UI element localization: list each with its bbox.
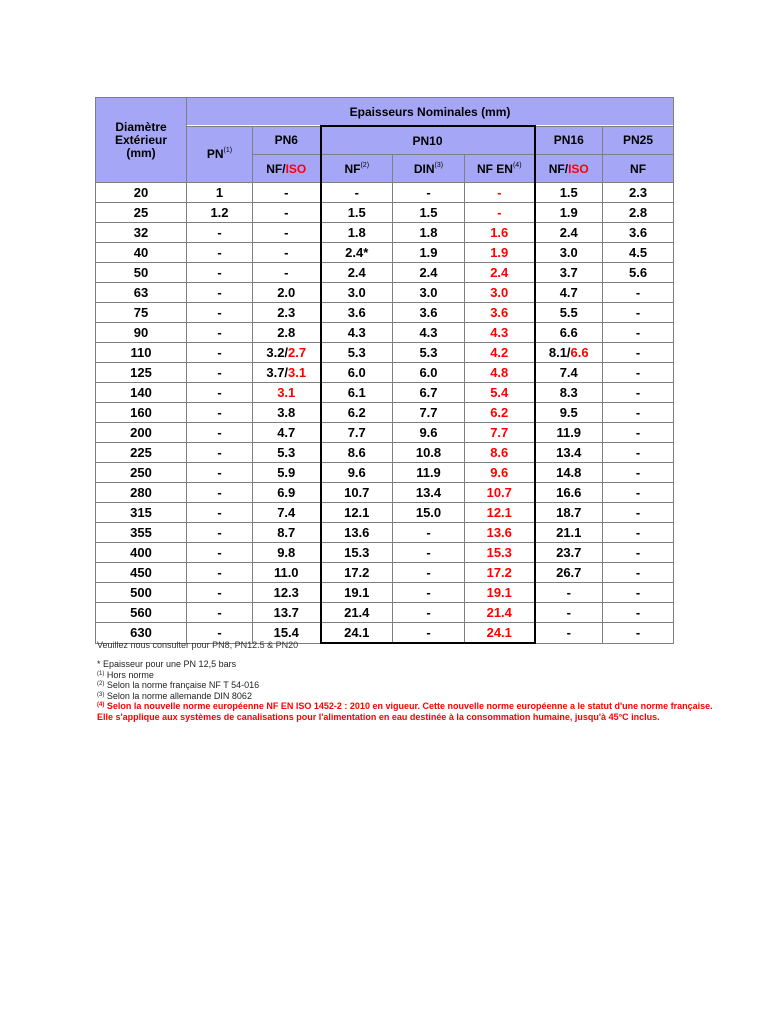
cell-pn: - xyxy=(187,443,253,463)
cell-pn: - xyxy=(187,503,253,523)
cell-pn16: 3.7 xyxy=(535,263,603,283)
cell-pn16: - xyxy=(535,603,603,623)
cell-pn6: 8.7 xyxy=(253,523,321,543)
cell-diametre: 63 xyxy=(96,283,187,303)
cell-pn16: 23.7 xyxy=(535,543,603,563)
cell-nf-en: 10.7 xyxy=(465,483,535,503)
cell-din: 2.4 xyxy=(393,263,465,283)
cell-diametre: 250 xyxy=(96,463,187,483)
cell-nf: 9.6 xyxy=(321,463,393,483)
cell-pn6: 2.0 xyxy=(253,283,321,303)
table-row xyxy=(96,383,674,403)
cell-nf-en: 3.6 xyxy=(465,303,535,323)
cell-nf-en: 9.6 xyxy=(465,463,535,483)
cell-pn16: 18.7 xyxy=(535,503,603,523)
cell-diametre: 560 xyxy=(96,603,187,623)
table-row xyxy=(96,343,674,363)
table-row xyxy=(96,363,674,383)
cell-din: 6.0 xyxy=(393,363,465,383)
cell-pn6: 2.8 xyxy=(253,323,321,343)
cell-pn: - xyxy=(187,303,253,323)
cell-nf-en: 4.3 xyxy=(465,323,535,343)
cell-din: 1.8 xyxy=(393,223,465,243)
cell-pn6: 11.0 xyxy=(253,563,321,583)
cell-pn16: 9.5 xyxy=(535,403,603,423)
cell-din: 1.9 xyxy=(393,243,465,263)
cell-nf-en: 1.9 xyxy=(465,243,535,263)
cell-nf-en: 19.1 xyxy=(465,583,535,603)
cell-diametre: 25 xyxy=(96,203,187,223)
header-din: DIN$^{(3)}$ xyxy=(393,155,465,183)
cell-diametre: 315 xyxy=(96,503,187,523)
cell-din: 13.4 xyxy=(393,483,465,503)
table-row xyxy=(96,203,674,223)
cell-nf-en: 24.1 xyxy=(465,623,535,644)
header-pn6-norm: NF/ISO xyxy=(253,155,321,183)
cell-pn: - xyxy=(187,363,253,383)
cell-pn25: 3.6 xyxy=(603,223,674,243)
cell-diametre: 280 xyxy=(96,483,187,503)
cell-pn: - xyxy=(187,263,253,283)
cell-diametre: 125 xyxy=(96,363,187,383)
cell-din: 10.8 xyxy=(393,443,465,463)
cell-din: 4.3 xyxy=(393,323,465,343)
cell-pn25: - xyxy=(603,563,674,583)
cell-nf-en: 13.6 xyxy=(465,523,535,543)
table-row xyxy=(96,603,674,623)
cell-diametre: 20 xyxy=(96,183,187,203)
cell-pn16: 1.9 xyxy=(535,203,603,223)
cell-pn25: 2.8 xyxy=(603,203,674,223)
cell-pn: - xyxy=(187,243,253,263)
cell-pn6: 4.7 xyxy=(253,423,321,443)
footnote-4: $^{(4)}$ Selon la nouvelle norme européenne NF EN ISO 1452-2 : 2010 en vigueur. Cette nouvelle norme européenne a le statut d'une norme française. Elle s'applique aux systèmes de canalisations pour l'alimentation en eau destinée à la consommation humaine, jusqu'à 45°C inclus. xyxy=(97,701,713,722)
cell-nf-en: 8.6 xyxy=(465,443,535,463)
footnote-2: $^{(2)}$ Selon la norme française NF T 54-016 xyxy=(97,680,260,690)
cell-din: - xyxy=(393,523,465,543)
cell-pn: - xyxy=(187,483,253,503)
cell-din: 6.7 xyxy=(393,383,465,403)
table-row xyxy=(96,443,674,463)
cell-pn6: - xyxy=(253,223,321,243)
cell-din: - xyxy=(393,583,465,603)
cell-pn6: - xyxy=(253,183,321,203)
cell-diametre: 40 xyxy=(96,243,187,263)
cell-nf: 5.3 xyxy=(321,343,393,363)
cell-pn: - xyxy=(187,543,253,563)
cell-din: - xyxy=(393,543,465,563)
cell-pn: - xyxy=(187,343,253,363)
cell-pn: 1.2 xyxy=(187,203,253,223)
cell-pn25: - xyxy=(603,423,674,443)
cell-din: 1.5 xyxy=(393,203,465,223)
cell-diametre: 160 xyxy=(96,403,187,423)
cell-din: - xyxy=(393,563,465,583)
cell-pn6: 12.3 xyxy=(253,583,321,603)
cell-pn16: 16.6 xyxy=(535,483,603,503)
cell-nf: 8.6 xyxy=(321,443,393,463)
thickness-table xyxy=(95,97,674,644)
header-epaisseurs: Epaisseurs Nominales (mm) xyxy=(187,98,674,127)
cell-pn25: - xyxy=(603,603,674,623)
cell-nf: 7.7 xyxy=(321,423,393,443)
cell-nf: - xyxy=(321,183,393,203)
cell-pn: - xyxy=(187,523,253,543)
cell-pn6: 3.8 xyxy=(253,403,321,423)
cell-pn25: - xyxy=(603,403,674,423)
cell-pn6: - xyxy=(253,263,321,283)
cell-pn25: - xyxy=(603,483,674,503)
cell-pn25: - xyxy=(603,503,674,523)
cell-din: 3.6 xyxy=(393,303,465,323)
cell-din: - xyxy=(393,623,465,644)
cell-pn16: 3.0 xyxy=(535,243,603,263)
cell-nf-en: 4.8 xyxy=(465,363,535,383)
table-row xyxy=(96,583,674,603)
cell-nf-en: 2.4 xyxy=(465,263,535,283)
cell-nf-en: 4.2 xyxy=(465,343,535,363)
cell-nf: 24.1 xyxy=(321,623,393,644)
cell-din: 5.3 xyxy=(393,343,465,363)
cell-diametre: 110 xyxy=(96,343,187,363)
cell-pn: - xyxy=(187,603,253,623)
cell-pn: - xyxy=(187,223,253,243)
cell-pn6: 7.4 xyxy=(253,503,321,523)
cell-pn25: - xyxy=(603,343,674,363)
table-row xyxy=(96,503,674,523)
cell-din: 3.0 xyxy=(393,283,465,303)
cell-pn25: - xyxy=(603,583,674,603)
cell-nf: 6.2 xyxy=(321,403,393,423)
cell-pn16: - xyxy=(535,623,603,644)
cell-pn6: 3.7/3.1 xyxy=(253,363,321,383)
cell-diametre: 200 xyxy=(96,423,187,443)
header-pn: PN$^{(1)}$ xyxy=(187,126,253,183)
cell-diametre: 225 xyxy=(96,443,187,463)
cell-pn6: 5.3 xyxy=(253,443,321,463)
table-body xyxy=(96,183,674,644)
cell-diametre: 450 xyxy=(96,563,187,583)
cell-nf-en: 7.7 xyxy=(465,423,535,443)
cell-diametre: 32 xyxy=(96,223,187,243)
cell-pn25: - xyxy=(603,283,674,303)
cell-nf: 12.1 xyxy=(321,503,393,523)
header-pn10: PN10 xyxy=(321,126,535,155)
cell-nf-en: - xyxy=(465,183,535,203)
cell-nf: 2.4* xyxy=(321,243,393,263)
cell-pn25: - xyxy=(603,543,674,563)
cell-nf: 6.1 xyxy=(321,383,393,403)
cell-pn25: 2.3 xyxy=(603,183,674,203)
cell-diametre: 140 xyxy=(96,383,187,403)
cell-pn6: - xyxy=(253,243,321,263)
cell-pn6: 15.4 xyxy=(253,623,321,644)
consult-note: Veuillez nous consulter pour PN8, PN12.5 & PN20 xyxy=(97,640,299,650)
cell-nf-en: 21.4 xyxy=(465,603,535,623)
cell-nf: 1.5 xyxy=(321,203,393,223)
table-row xyxy=(96,223,674,243)
cell-pn16: 4.7 xyxy=(535,283,603,303)
cell-din: - xyxy=(393,183,465,203)
table-row xyxy=(96,283,674,303)
cell-pn: - xyxy=(187,323,253,343)
cell-nf: 21.4 xyxy=(321,603,393,623)
cell-pn16: 26.7 xyxy=(535,563,603,583)
table-row xyxy=(96,183,674,203)
cell-pn16: 5.5 xyxy=(535,303,603,323)
cell-pn: - xyxy=(187,403,253,423)
table-row xyxy=(96,303,674,323)
cell-pn25: - xyxy=(603,323,674,343)
cell-nf-en: - xyxy=(465,203,535,223)
cell-pn: - xyxy=(187,423,253,443)
cell-nf-en: 17.2 xyxy=(465,563,535,583)
header-nf-en: NF EN$^{(4)}$ xyxy=(465,155,535,183)
cell-nf: 2.4 xyxy=(321,263,393,283)
cell-pn16: 7.4 xyxy=(535,363,603,383)
cell-pn16: 2.4 xyxy=(535,223,603,243)
cell-pn25: - xyxy=(603,303,674,323)
cell-nf: 3.0 xyxy=(321,283,393,303)
cell-diametre: 50 xyxy=(96,263,187,283)
cell-nf: 3.6 xyxy=(321,303,393,323)
cell-nf-en: 1.6 xyxy=(465,223,535,243)
cell-pn: - xyxy=(187,463,253,483)
cell-pn16: 13.4 xyxy=(535,443,603,463)
cell-pn25: 5.6 xyxy=(603,263,674,283)
cell-pn16: 8.1/6.6 xyxy=(535,343,603,363)
header-pn16-norm: NF/ISO xyxy=(535,155,603,183)
cell-pn6: 6.9 xyxy=(253,483,321,503)
table-row xyxy=(96,563,674,583)
cell-pn6: 9.8 xyxy=(253,543,321,563)
cell-nf-en: 15.3 xyxy=(465,543,535,563)
cell-pn6: - xyxy=(253,203,321,223)
cell-pn25: - xyxy=(603,623,674,644)
cell-nf: 15.3 xyxy=(321,543,393,563)
header-pn25: PN25 xyxy=(603,126,674,155)
cell-pn16: 6.6 xyxy=(535,323,603,343)
cell-diametre: 355 xyxy=(96,523,187,543)
cell-pn25: - xyxy=(603,463,674,483)
cell-nf: 13.6 xyxy=(321,523,393,543)
cell-pn16: 11.9 xyxy=(535,423,603,443)
table-row xyxy=(96,243,674,263)
table-row xyxy=(96,543,674,563)
header-diametre: Diamètre Extérieur (mm) xyxy=(96,98,187,183)
cell-pn16: 21.1 xyxy=(535,523,603,543)
table-row xyxy=(96,263,674,283)
cell-diametre: 75 xyxy=(96,303,187,323)
table-row xyxy=(96,403,674,423)
cell-pn16: 1.5 xyxy=(535,183,603,203)
table-row xyxy=(96,463,674,483)
cell-din: 15.0 xyxy=(393,503,465,523)
cell-pn16: - xyxy=(535,583,603,603)
table-row xyxy=(96,423,674,443)
cell-pn16: 14.8 xyxy=(535,463,603,483)
cell-pn: - xyxy=(187,623,253,644)
cell-diametre: 90 xyxy=(96,323,187,343)
cell-nf: 1.8 xyxy=(321,223,393,243)
cell-pn16: 8.3 xyxy=(535,383,603,403)
cell-diametre: 630 xyxy=(96,623,187,644)
footnote-1: $^{(1)}$ Hors norme xyxy=(97,669,154,680)
cell-pn6: 3.2/2.7 xyxy=(253,343,321,363)
cell-nf: 4.3 xyxy=(321,323,393,343)
cell-pn6: 13.7 xyxy=(253,603,321,623)
cell-pn6: 3.1 xyxy=(253,383,321,403)
cell-diametre: 400 xyxy=(96,543,187,563)
cell-nf: 10.7 xyxy=(321,483,393,503)
cell-nf-en: 12.1 xyxy=(465,503,535,523)
cell-pn: - xyxy=(187,283,253,303)
cell-pn: 1 xyxy=(187,183,253,203)
cell-nf-en: 6.2 xyxy=(465,403,535,423)
footnote-3: $^{(3)}$ Selon la norme allemande DIN 8062 xyxy=(97,690,252,701)
cell-diametre: 500 xyxy=(96,583,187,603)
cell-pn25: - xyxy=(603,443,674,463)
cell-pn6: 5.9 xyxy=(253,463,321,483)
header-nf: NF$^{(2)}$ xyxy=(321,155,393,183)
cell-pn: - xyxy=(187,383,253,403)
cell-din: 9.6 xyxy=(393,423,465,443)
cell-din: 7.7 xyxy=(393,403,465,423)
cell-nf: 17.2 xyxy=(321,563,393,583)
header-pn25-norm: NF xyxy=(603,155,674,183)
table-row xyxy=(96,323,674,343)
cell-pn: - xyxy=(187,563,253,583)
cell-nf: 6.0 xyxy=(321,363,393,383)
cell-din: - xyxy=(393,603,465,623)
footnotes xyxy=(97,659,717,722)
cell-din: 11.9 xyxy=(393,463,465,483)
cell-nf-en: 3.0 xyxy=(465,283,535,303)
footnote-star: * Epaisseur pour une PN 12,5 bars xyxy=(97,659,237,669)
table-row xyxy=(96,483,674,503)
cell-nf-en: 5.4 xyxy=(465,383,535,403)
cell-pn25: 4.5 xyxy=(603,243,674,263)
cell-pn25: - xyxy=(603,523,674,543)
header-pn6: PN6 xyxy=(253,126,321,155)
table-row xyxy=(96,523,674,543)
cell-pn6: 2.3 xyxy=(253,303,321,323)
cell-pn25: - xyxy=(603,363,674,383)
header-pn16: PN16 xyxy=(535,126,603,155)
cell-pn: - xyxy=(187,583,253,603)
cell-nf: 19.1 xyxy=(321,583,393,603)
cell-pn25: - xyxy=(603,383,674,403)
